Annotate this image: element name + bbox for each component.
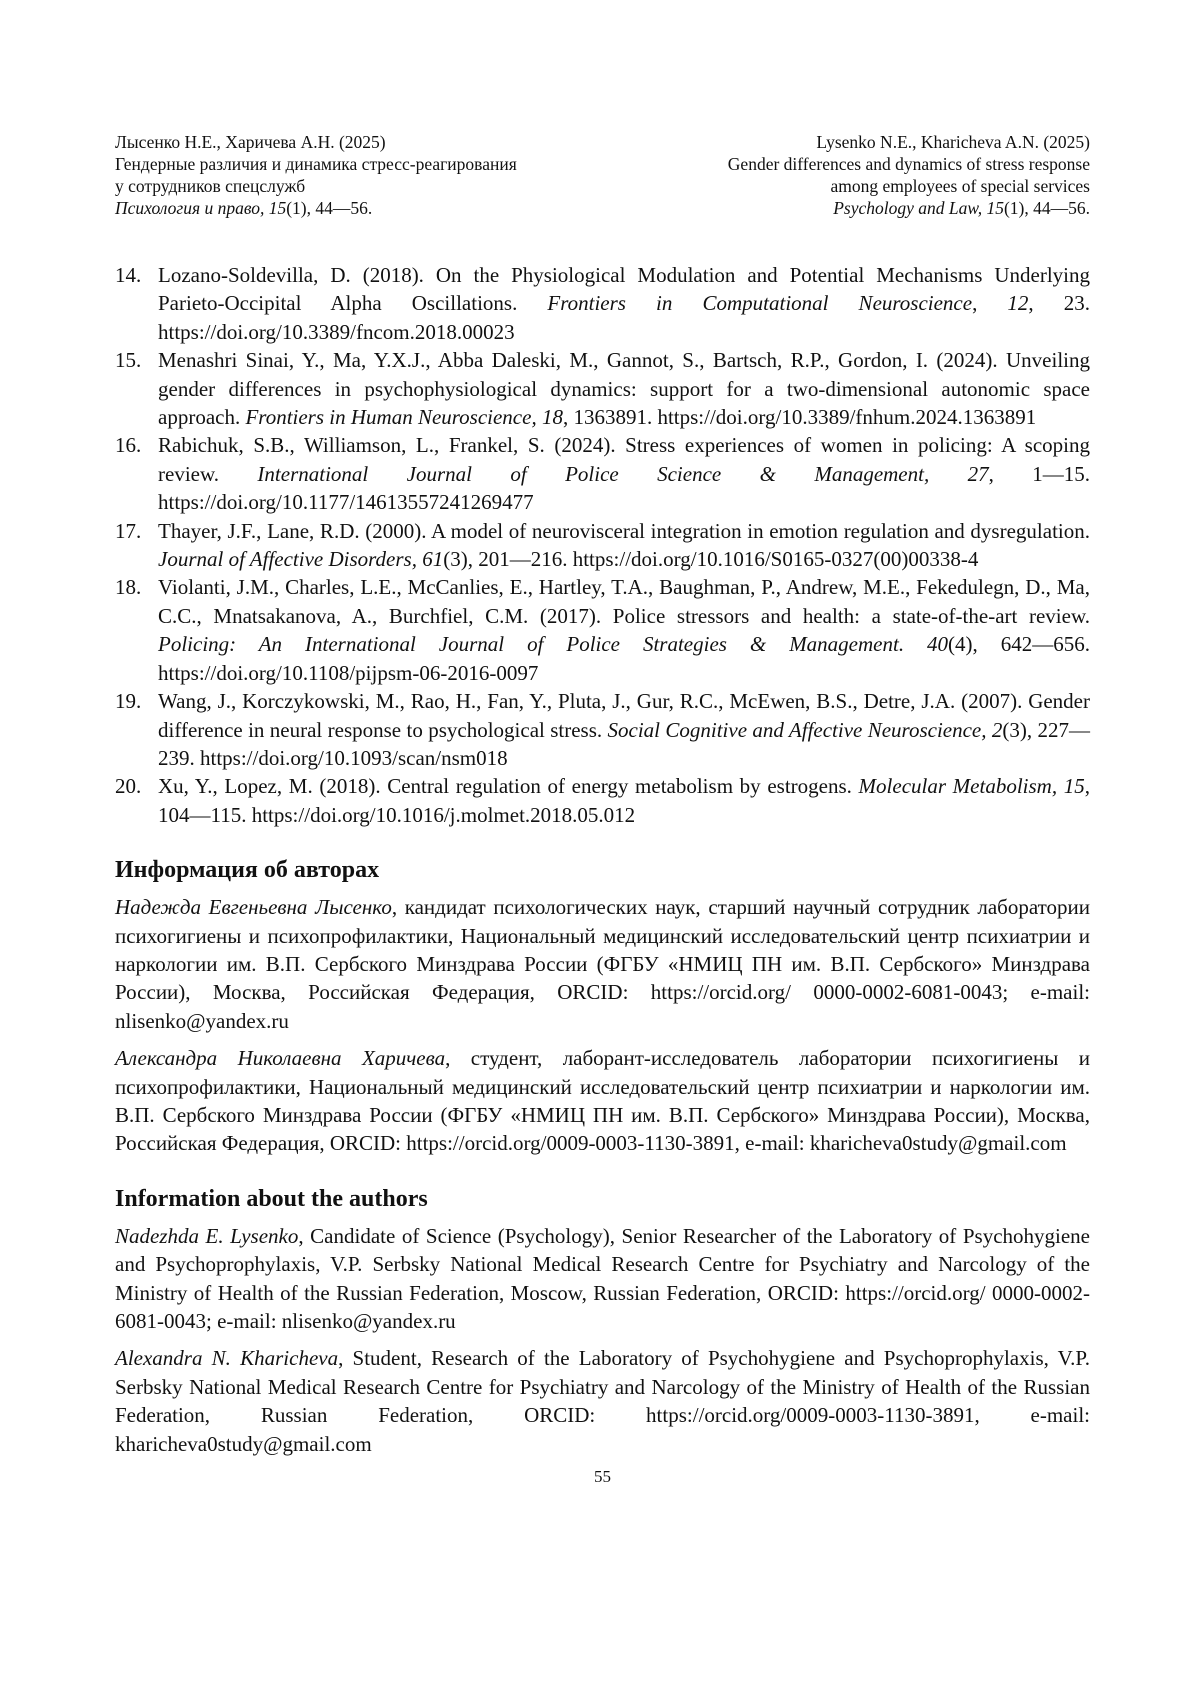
- reference-item: [115, 687, 1090, 772]
- author-name: Alexandra N. Kharicheva: [115, 1346, 339, 1371]
- author-text: , Student, Research of the Laboratory of Psychohygiene and Psychoprophylaxis, V.P. Serbsky National Medical Research Centre for Psychiatry and Narcology of the Ministry of Health of the Russian Federation, Russian Federation, ORCID: https://orcid.org/0009-0003-1130-3891, e-mail: kharicheva0study@gmail.com: [115, 1346, 1090, 1456]
- reference-item: [115, 431, 1090, 516]
- reference-number: 14.: [115, 263, 142, 287]
- header-right-journal-line: [728, 197, 1090, 219]
- reference-sep: ,: [972, 291, 1008, 316]
- ru-author-bio: [115, 1044, 1090, 1158]
- reference-tail: (3), 227—239. https://doi.org/10.1093/scan/nsm018: [158, 717, 1090, 770]
- reference-text: [158, 573, 1090, 687]
- reference-authors: Menashri Sinai, Y., Ma, Y.X.J., Abba Daleski, M., Gannot, S., Bartsch, R.P., Gordon, I. (2024). Unveiling gender differences in psychophysiological dynamics: support for a two-dimensional autonomic space approach.: [158, 348, 1090, 430]
- reference-number: 20.: [115, 774, 142, 799]
- header-right-title-2: among employees of special services: [830, 176, 1090, 196]
- reference-journal: Social Cognitive and Affective Neuroscience, 2: [607, 717, 1003, 742]
- reference-tail: , 1—15. https://doi.org/10.1177/14613557241269477: [158, 461, 1090, 515]
- reference-tail: (4), 642—656. https://doi.org/10.1108/pijpsm-06-2016-0097: [158, 632, 1090, 685]
- reference-text: [158, 687, 1090, 772]
- author-text: , кандидат психологических наук, старший научный сотрудник лаборатории психогигиены и психопрофилактики, Национальный медицинский исследовательский центр психиатрии и наркологии им. В.П. Сербского Минздрава России (ФГБУ «НМИЦ ПН им. В.П. Сербского» Минздрава России), Москва, Российская Федерация, ORCID: https://orcid.org/ 0000-0002-6081-0043; e-mail: nlisenko@yandex.ru: [115, 895, 1090, 1033]
- header-right: [728, 131, 1090, 219]
- ru-authors-heading: Информация об авторах: [115, 857, 380, 884]
- reference-journal: Molecular Metabolism, 15: [858, 774, 1085, 799]
- header-left-title-1: Гендерные различия и динамика стресс-реагирования: [115, 154, 517, 174]
- header-right-issue: (1), 44—56.: [1003, 198, 1090, 218]
- reference-authors: Lozano-Soldevilla, D. (2018). On the Physiological Modulation and Potential Mechanisms Underlying Parieto-Occipital Alpha Oscillations.: [158, 263, 1090, 316]
- header-left-issue: (1), 44—56.: [286, 198, 373, 218]
- running-header: [115, 131, 1090, 231]
- author-name: Александра Николаевна Харичева: [115, 1046, 446, 1071]
- reference-tail: , 104—115. https://doi.org/10.1016/j.molmet.2018.05.012: [158, 774, 1090, 827]
- reference-number: 15.: [115, 348, 142, 373]
- en-authors-heading: Information about the authors: [115, 1185, 428, 1212]
- ru-author-bio: [115, 893, 1090, 1035]
- author-text: , студент, лаборант-исследователь лаборатории психогигиены и психопрофилактики, Национальный медицинский исследовательский центр психиатрии и наркологии им. В.П. Сербского Минздрава России (ФГБУ «НМИЦ ПН им. В.П. Сербского» Минздрава России), Москва, Российская Федерация, ORCID: https://orcid.org/0009-0003-1130-3891, e-mail: kharicheva0study@gmail.com: [115, 1046, 1091, 1156]
- reference-authors: Rabichuk, S.B., Williamson, L., Frankel, S. (2024). Stress experiences of women in policing: A scoping review.: [158, 433, 1090, 486]
- reference-journal: Frontiers in Computational Neuroscience: [547, 291, 973, 316]
- author-text: , Candidate of Science (Psychology), Senior Researcher of the Laboratory of Psychohygiene and Psychoprophylaxis, V.P. Serbsky National Medical Research Centre for Psychiatry and Narcology of the Ministry of Health of the Russian Federation, Moscow, Russian Federation, ORCID: https://orcid.org/ 0000-0002-6081-0043; e-mail: nlisenko@yandex.ru: [115, 1223, 1090, 1333]
- reference-text: [158, 261, 1090, 346]
- reference-item: [115, 346, 1090, 431]
- reference-authors: Wang, J., Korczykowski, M., Rao, H., Fan, Y., Pluta, J., Gur, R.C., McEwen, B.S., Detre, J.A. (2007). Gender difference in neural response to psychological stress.: [158, 689, 1090, 742]
- reference-list: [115, 261, 1090, 829]
- reference-number: 17.: [115, 518, 142, 543]
- reference-journal: Policing: An International Journal of Police Strategies & Management. 40: [158, 632, 949, 657]
- reference-text: [158, 517, 1090, 574]
- reference-authors: Violanti, J.M., Charles, L.E., McCanlies, E., Hartley, T.A., Baughman, P., Andrew, M.E., Fekedulegn, D., Ma, C.C., Mnatsakanova, A., Burchfiel, C.M. (2017). Police stressors and health: a state-of-the-art review.: [158, 575, 1090, 628]
- reference-tail: , 23. https://doi.org/10.3389/fncom.2018.00023: [158, 291, 1091, 344]
- reference-number: 19.: [115, 689, 142, 714]
- header-left: [115, 131, 517, 219]
- reference-journal: Journal of Affective Disorders, 61: [158, 547, 444, 572]
- header-right-journal: Psychology and Law, 15: [833, 198, 1004, 218]
- reference-item: [115, 261, 1090, 346]
- en-author-bio: [115, 1344, 1090, 1458]
- reference-tail: , 1363891. https://doi.org/10.3389/fnhum.2024.1363891: [562, 405, 1037, 430]
- reference-item: [115, 517, 1090, 574]
- reference-item: [115, 772, 1090, 829]
- reference-authors: Xu, Y., Lopez, M. (2018). Central regulation of energy metabolism by estrogens.: [158, 774, 859, 799]
- reference-text: [158, 772, 1090, 829]
- header-left-journal-line: [115, 197, 517, 219]
- reference-text: [158, 346, 1090, 431]
- header-left-journal: Психология и право, 15: [115, 198, 287, 218]
- header-right-title-1: Gender differences and dynamics of stress response: [727, 154, 1090, 174]
- reference-volume: 12: [1007, 291, 1029, 316]
- header-left-title-2: у сотрудников спецслужб: [115, 176, 306, 196]
- reference-journal: International Journal of Police Science & Management, 27: [257, 461, 989, 486]
- header-right-authors: Lysenko N.E., Kharicheva A.N. (2025): [816, 132, 1090, 152]
- page-number: 55: [594, 1467, 611, 1487]
- reference-text: [158, 431, 1090, 516]
- reference-authors: Thayer, J.F., Lane, R.D. (2000). A model of neurovisceral integration in emotion regulation and dysregulation.: [158, 518, 1090, 543]
- reference-item: [115, 573, 1090, 687]
- page: [115, 131, 1090, 1487]
- reference-tail: (3), 201—216. https://doi.org/10.1016/S0165-0327(00)00338-4: [443, 547, 979, 572]
- header-left-authors: Лысенко Н.Е., Харичева А.Н. (2025): [115, 132, 386, 152]
- author-name: Nadezhda E. Lysenko: [115, 1223, 299, 1248]
- reference-number: 16.: [115, 433, 142, 458]
- en-author-bio: [115, 1222, 1090, 1336]
- reference-number: 18.: [115, 575, 142, 600]
- author-name: Надежда Евгеньевна Лысенко: [115, 895, 392, 920]
- reference-journal: Frontiers in Human Neuroscience, 18: [245, 405, 563, 430]
